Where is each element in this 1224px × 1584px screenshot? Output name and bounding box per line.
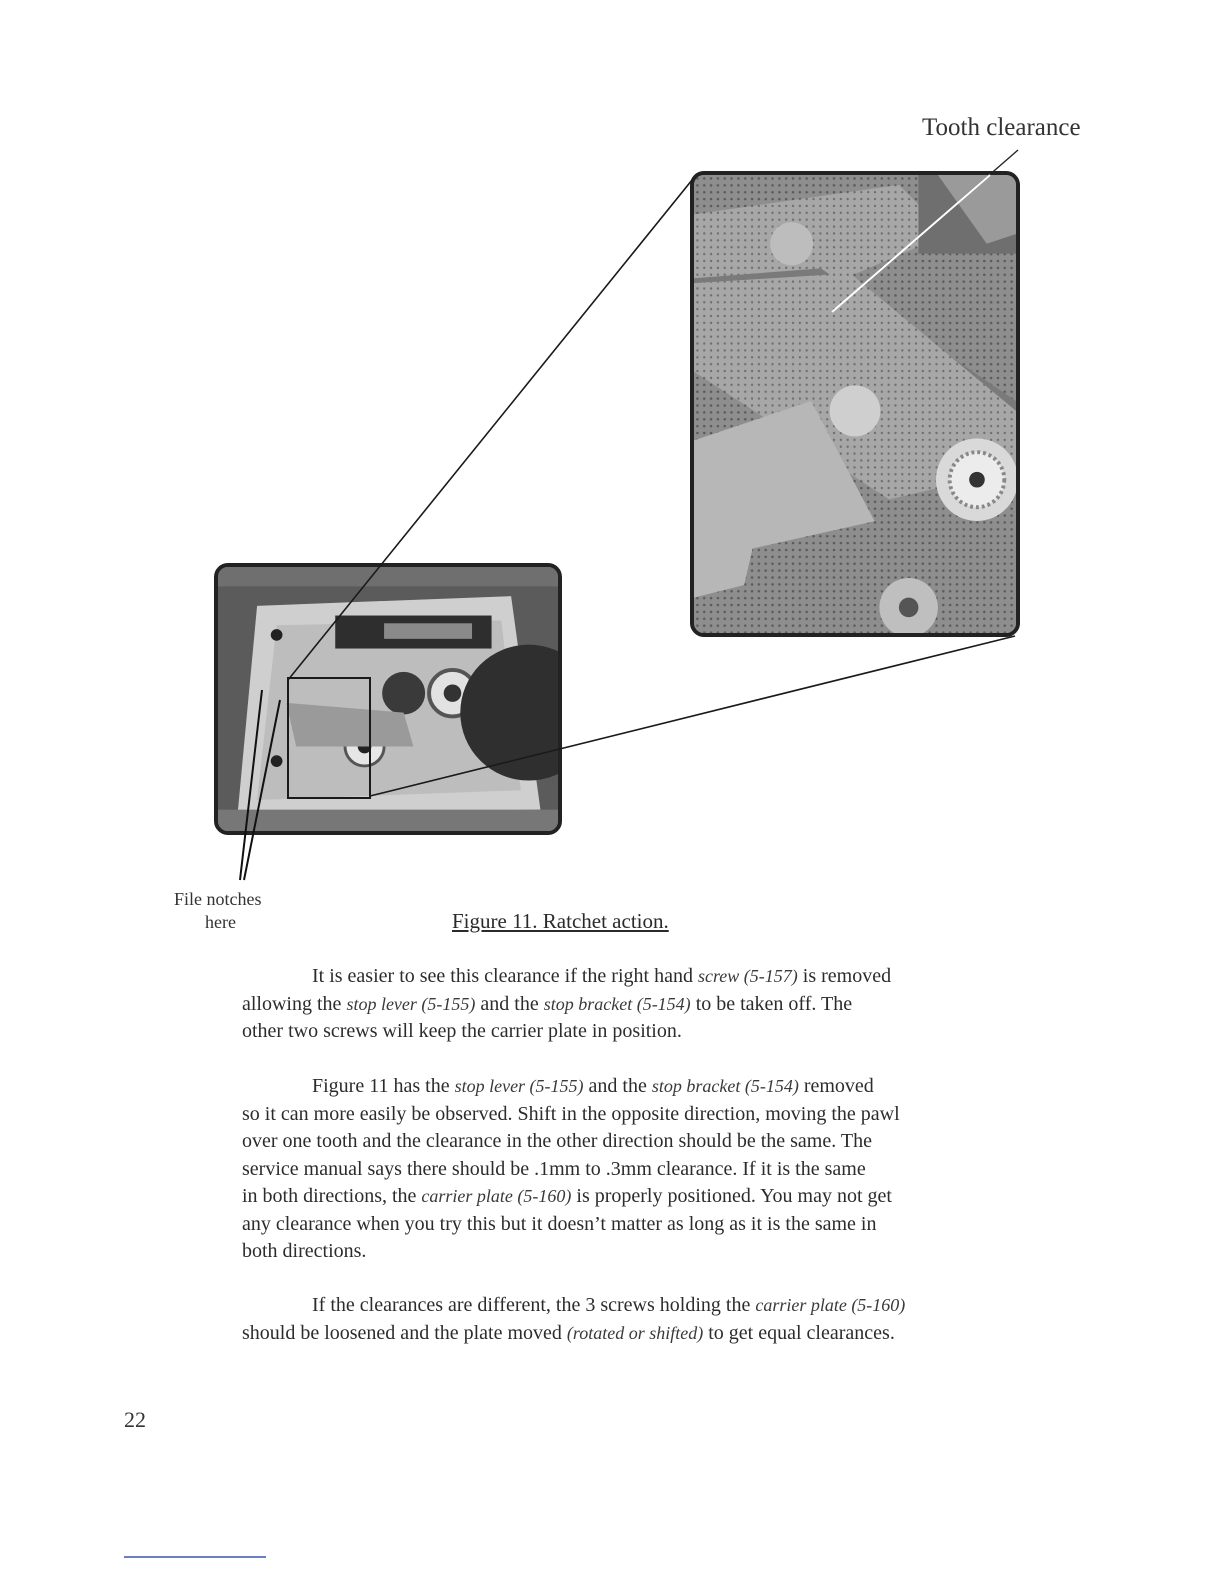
paragraph-3	[242, 1292, 1002, 1347]
text-span: It is easier to see this clearance if the right hand	[312, 965, 693, 987]
text-line: service manual says there should be .1mm to .3mm clearance. If it is the same	[242, 1157, 866, 1180]
text-span: allowing the	[242, 992, 342, 1015]
tooth-clearance-label: Tooth clearance	[922, 114, 1081, 141]
part-reference: stop lever (5-155)	[346, 993, 476, 1014]
part-reference: carrier plate (5-160)	[755, 1295, 906, 1315]
text-line: over one tooth and the clearance in the other direction should be the same. The	[242, 1130, 872, 1152]
zoom-line-upper	[288, 180, 692, 680]
zoom-line-lower	[370, 636, 1015, 796]
footer-rule	[124, 1556, 266, 1558]
part-reference: carrier plate (5-160)	[421, 1186, 572, 1206]
paragraph-1	[242, 963, 1002, 1046]
text-span: and the	[480, 992, 539, 1015]
text-line: so it can more easily be observed. Shift in the opposite direction, moving the pawl	[242, 1102, 900, 1125]
text-span: should be loosened and the plate moved	[242, 1321, 562, 1344]
zoom-region-box	[288, 678, 370, 798]
text-span: and the	[588, 1075, 647, 1097]
part-reference: screw (5-157)	[697, 966, 798, 986]
part-reference: stop bracket (5-154)	[651, 1076, 799, 1096]
text-span: in both directions, the	[242, 1185, 417, 1207]
part-reference: stop lever (5-155)	[454, 1076, 584, 1096]
text-span: If the clearances are different, the 3 screws holding the	[312, 1294, 751, 1316]
page-number: 22	[124, 1407, 146, 1432]
figure-caption: Figure 11. Ratchet action.	[452, 909, 669, 933]
file-notches-label-here: here	[205, 912, 236, 932]
part-reference: stop bracket (5-154)	[543, 993, 691, 1014]
text-span: to be taken off. The	[695, 992, 853, 1015]
text-span: is properly positioned. You may not get	[576, 1185, 892, 1207]
text-line: any clearance when you try this but it doesn’t matter as long as it is the same in	[242, 1212, 877, 1235]
text-line: other two screws will keep the carrier plate in position.	[242, 1020, 682, 1042]
file-notches-label: File notches	[174, 889, 262, 909]
tooth-pointer-white	[832, 175, 990, 312]
text-span: removed	[803, 1075, 874, 1097]
text-line: both directions.	[242, 1240, 367, 1262]
text-span: Figure 11 has the	[312, 1075, 450, 1097]
notch-pointer-1	[240, 690, 262, 880]
text-span: is removed	[802, 965, 892, 987]
text-span: to get equal clearances.	[708, 1321, 895, 1344]
paragraph-2	[242, 1073, 1002, 1266]
notch-pointer-2	[244, 700, 280, 880]
part-reference: (rotated or shifted)	[566, 1322, 704, 1343]
